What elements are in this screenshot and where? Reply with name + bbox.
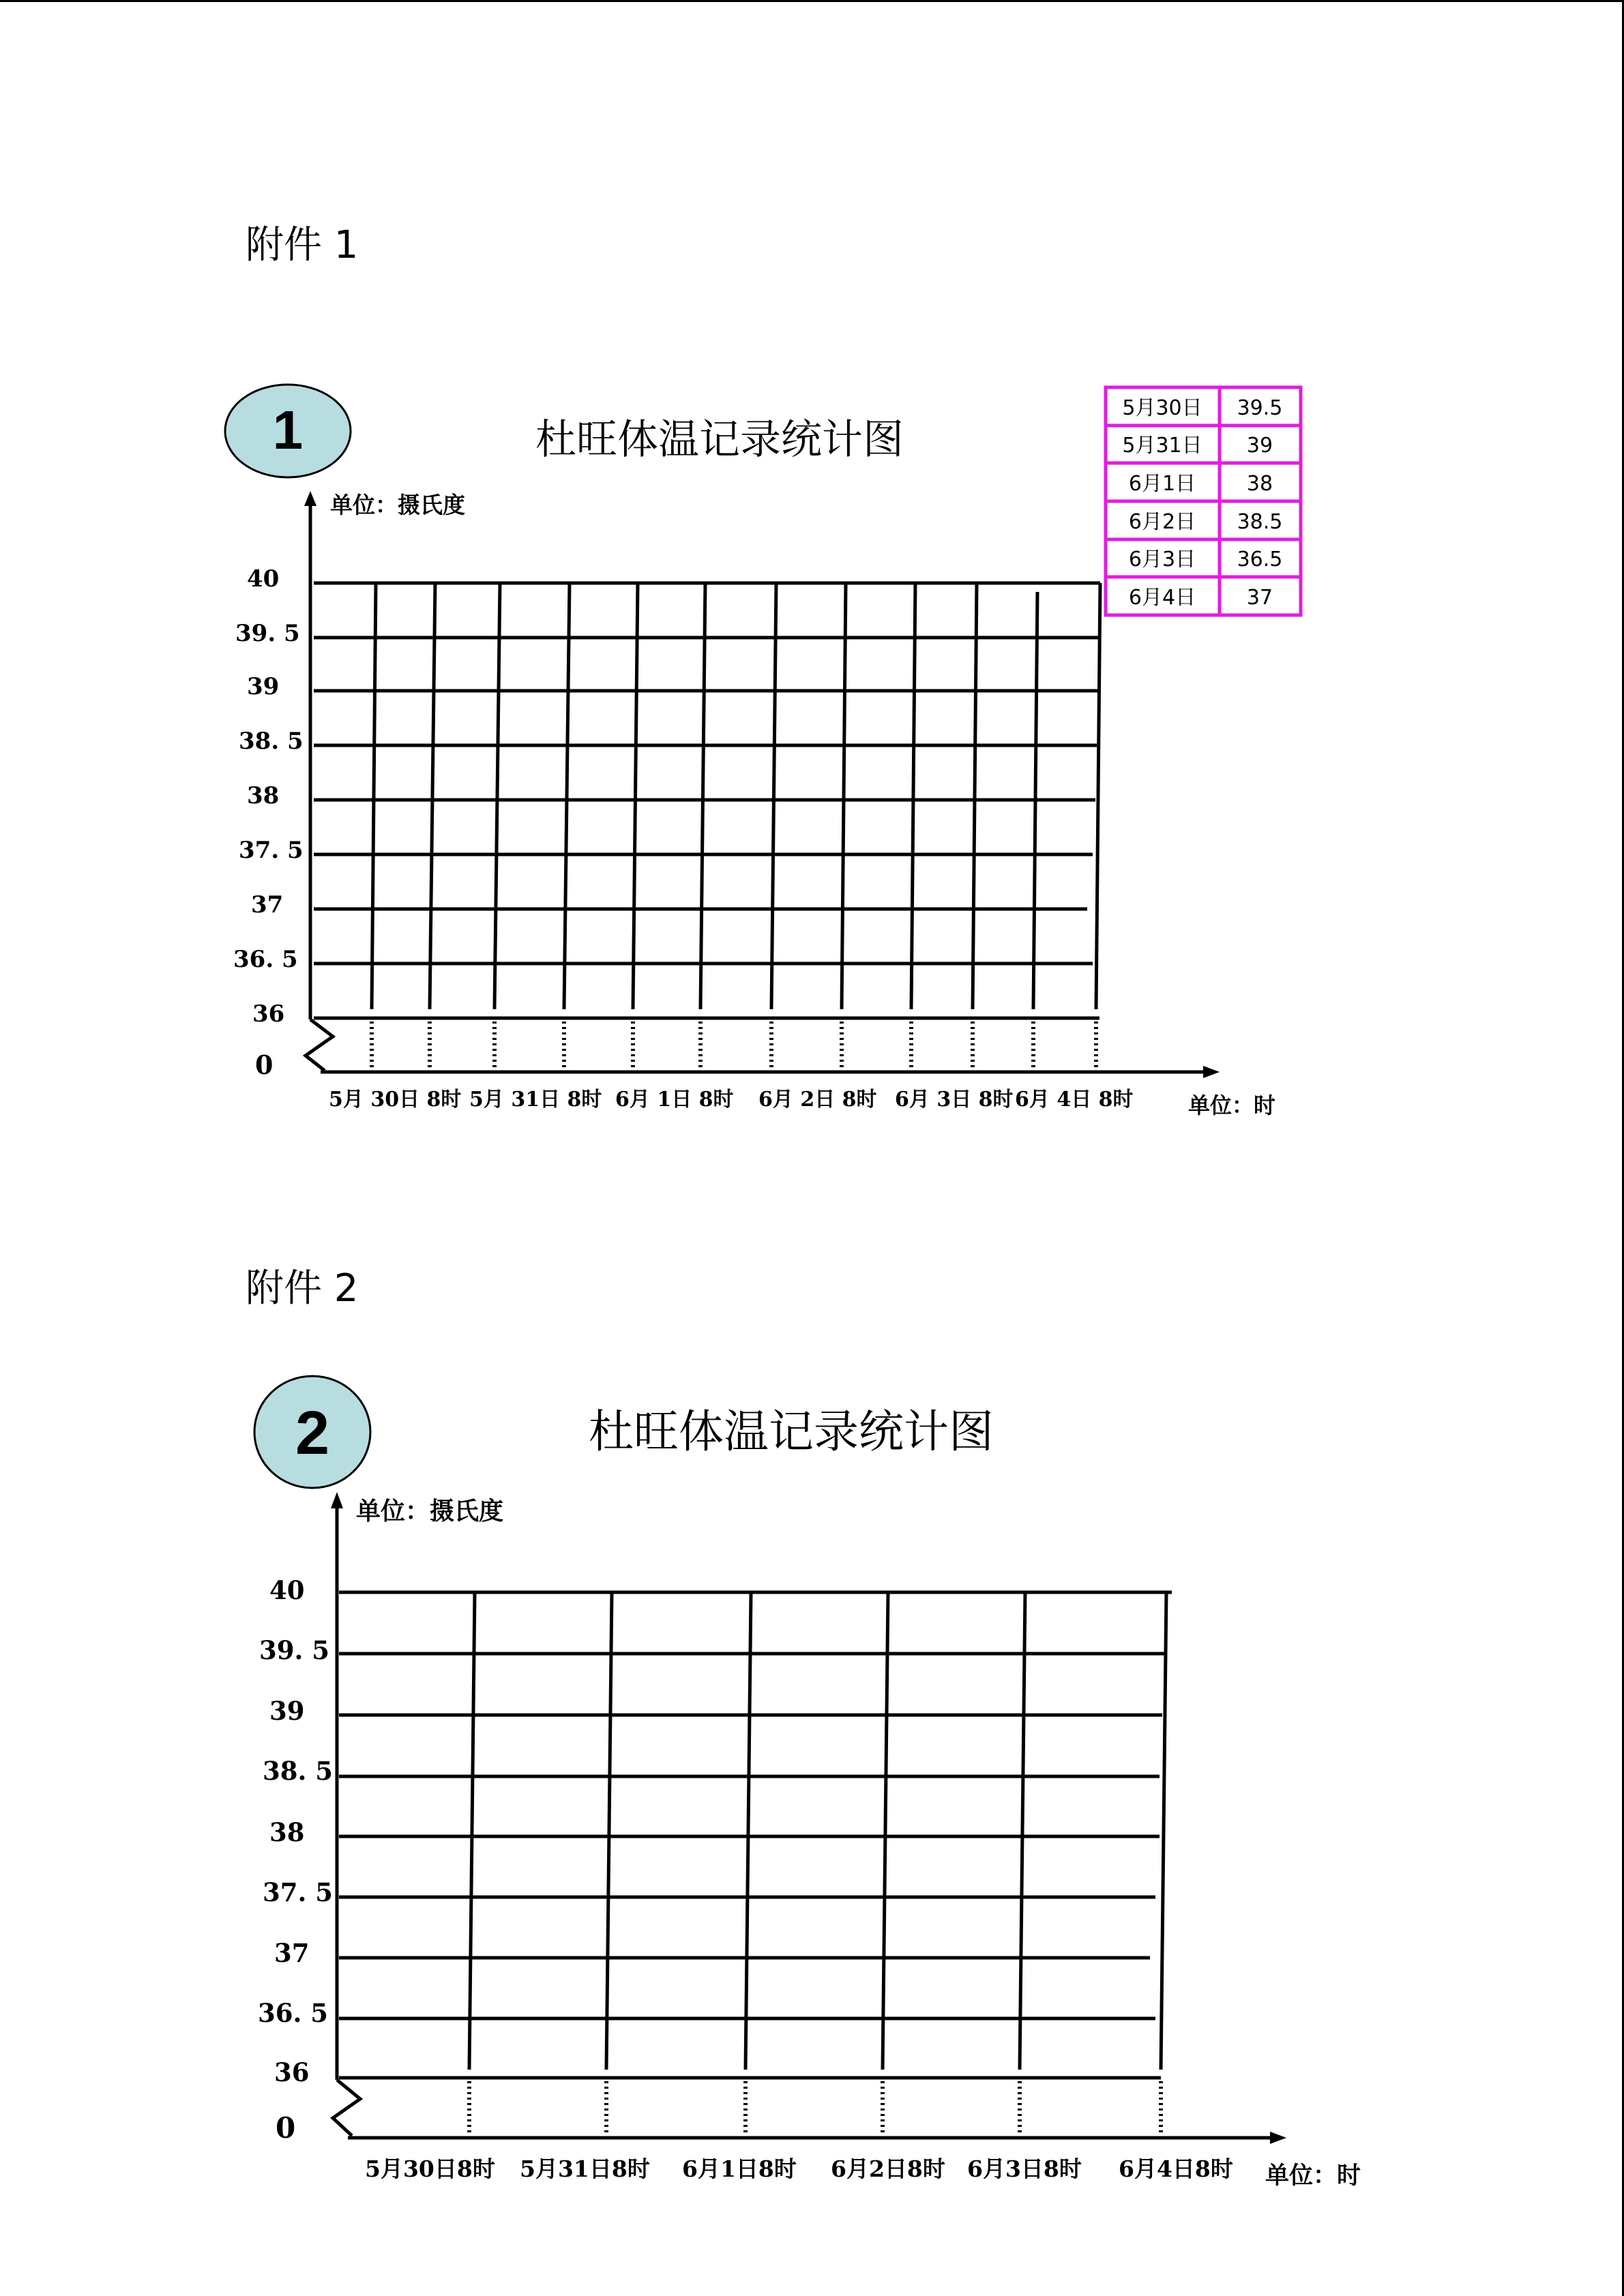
chart-2-xtick: 5月31日8时 bbox=[520, 2156, 650, 2182]
chart-2-xtick: 6月4日8时 bbox=[1119, 2156, 1233, 2182]
chart-1-vline bbox=[633, 583, 638, 1009]
chart-2-y-arrow bbox=[331, 1492, 343, 1508]
table-date: 6月2日 bbox=[1128, 510, 1196, 534]
chart-1-ytick: 39 bbox=[247, 673, 280, 700]
chart-1-vline bbox=[1033, 592, 1037, 1009]
table-value: 38.5 bbox=[1237, 510, 1283, 534]
chart-2-ytick: 39 bbox=[269, 1696, 305, 1726]
badge-1-number: 1 bbox=[272, 400, 304, 460]
chart-1-vline bbox=[771, 583, 776, 1009]
chart-2-axis-break bbox=[333, 2080, 360, 2136]
chart-2-x-ticks bbox=[365, 2156, 1233, 2182]
chart-1-vline bbox=[494, 583, 500, 1009]
chart-1-vline bbox=[973, 583, 977, 1009]
chart-2-vline bbox=[606, 1592, 612, 2070]
chart-2-y-unit: 单位：摄氏度 bbox=[356, 1497, 504, 1525]
chart-2-ytick: 36. 5 bbox=[258, 1998, 328, 2028]
chart-1-y-unit: 单位：摄氏度 bbox=[330, 492, 465, 518]
chart-1-vline bbox=[372, 583, 376, 1009]
table-date: 5月31日 bbox=[1122, 434, 1202, 458]
chart-2-ytick: 37. 5 bbox=[263, 1877, 333, 1907]
chart-2-xtick: 6月3日8时 bbox=[967, 2156, 1082, 2182]
chart-2-ytick: 38. 5 bbox=[263, 1756, 333, 1786]
table-value: 37 bbox=[1246, 586, 1273, 610]
badge-2-number: 2 bbox=[295, 1399, 330, 1467]
table-date: 5月30日 bbox=[1122, 396, 1202, 420]
chart-2 bbox=[0, 1330, 1624, 2216]
chart-2-y-ticks bbox=[258, 1575, 333, 2145]
chart-1-title: 杜旺体温记录统计图 bbox=[535, 416, 904, 464]
chart-2-ytick: 36 bbox=[274, 2057, 310, 2087]
chart-1-dotted-connectors bbox=[372, 1022, 1096, 1067]
chart-1-ytick: 40 bbox=[247, 565, 280, 593]
chart-2-grid-horizontal bbox=[339, 1592, 1172, 2078]
chart-1-xtick: 5月 30日 8时 bbox=[329, 1088, 462, 1112]
chart-1-ytick: 39. 5 bbox=[235, 620, 300, 647]
chart-1-ytick: 36 bbox=[252, 1000, 285, 1028]
chart-1-vline bbox=[564, 583, 570, 1009]
chart-1-xtick: 6月 3日 8时 bbox=[895, 1088, 1014, 1112]
chart-1-ytick: 0 bbox=[255, 1049, 274, 1080]
chart-2-dotted-connectors bbox=[469, 2081, 1161, 2133]
table-value: 38 bbox=[1246, 472, 1273, 496]
chart-2-xtick: 5月30日8时 bbox=[365, 2156, 495, 2182]
chart-1-vline bbox=[842, 583, 846, 1009]
attachment-2-label: 附件 2 bbox=[246, 1266, 359, 1311]
table-date: 6月1日 bbox=[1128, 472, 1196, 496]
chart-1-ytick: 38. 5 bbox=[239, 728, 304, 755]
chart-2-title: 杜旺体温记录统计图 bbox=[589, 1405, 994, 1458]
chart-2-x-unit: 单位：时 bbox=[1265, 2162, 1361, 2190]
chart-2-grid-vertical bbox=[469, 1592, 1166, 2070]
table-date: 6月3日 bbox=[1128, 548, 1196, 571]
chart-1-grid-vertical bbox=[372, 583, 1100, 1009]
chart-1-ytick: 37. 5 bbox=[239, 837, 304, 864]
chart-2-vline bbox=[1020, 1592, 1025, 2070]
chart-2-ytick: 39. 5 bbox=[259, 1635, 329, 1665]
attachment-1-label: 附件 1 bbox=[246, 223, 359, 267]
chart-2-vline bbox=[1161, 1592, 1166, 2070]
chart-1-x-arrow bbox=[1203, 1066, 1220, 1078]
chart-2-xtick: 6月2日8时 bbox=[831, 2156, 945, 2182]
chart-1-xtick: 6月 1日 8时 bbox=[615, 1088, 734, 1112]
chart-2-ytick: 37 bbox=[274, 1938, 310, 1968]
chart-2-vline bbox=[883, 1592, 888, 2070]
chart-1-vline bbox=[430, 583, 435, 1009]
chart-1-ytick: 36. 5 bbox=[233, 946, 298, 973]
table-value: 36.5 bbox=[1237, 548, 1283, 571]
chart-1-y-ticks bbox=[233, 565, 304, 1080]
chart-1-xtick: 6月 4日 8时 bbox=[1015, 1088, 1134, 1112]
chart-2-ytick: 40 bbox=[269, 1575, 305, 1605]
chart-2-ytick: 38 bbox=[269, 1817, 305, 1847]
chart-1-x-ticks bbox=[329, 1088, 1134, 1112]
chart-2-ytick: 0 bbox=[276, 2111, 296, 2145]
chart-1-ytick: 38 bbox=[247, 782, 280, 809]
table-value: 39.5 bbox=[1237, 396, 1283, 420]
chart-1-vline bbox=[911, 583, 915, 1009]
chart-2-x-arrow bbox=[1270, 2132, 1286, 2144]
chart-1-data-table bbox=[1106, 387, 1301, 615]
chart-1-vline bbox=[1096, 583, 1100, 1009]
chart-1-xtick: 5月 31日 8时 bbox=[469, 1088, 602, 1112]
table-value: 39 bbox=[1246, 434, 1273, 458]
table-date: 6月4日 bbox=[1128, 586, 1196, 610]
chart-1-vline bbox=[700, 583, 705, 1009]
chart-2-vline bbox=[745, 1592, 751, 2070]
chart-1-x-unit: 单位：时 bbox=[1188, 1092, 1276, 1118]
chart-1-ytick: 37 bbox=[251, 891, 284, 919]
chart-1-axis-break bbox=[306, 1019, 333, 1071]
chart-1-y-arrow bbox=[304, 491, 316, 506]
chart-1-xtick: 6月 2日 8时 bbox=[758, 1088, 877, 1112]
chart-2-xtick: 6月1日8时 bbox=[682, 2156, 797, 2182]
chart-2-vline bbox=[469, 1592, 475, 2070]
